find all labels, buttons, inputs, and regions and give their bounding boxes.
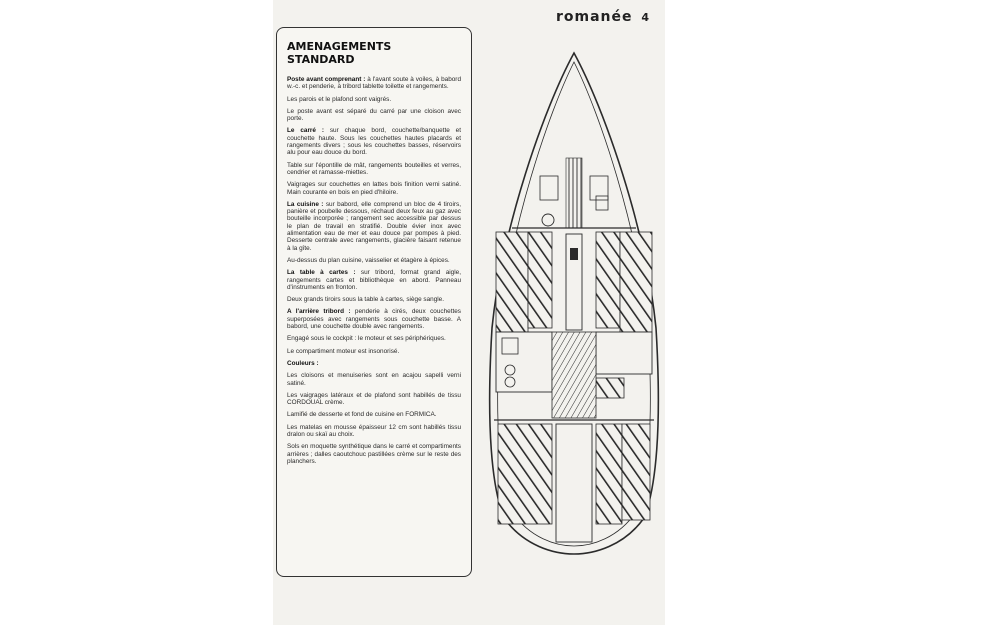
spec-paragraph <box>287 424 461 439</box>
spec-paragraph <box>287 127 461 156</box>
paragraph-text: sur tribord, format grand aigle, rangements cartes et bibliothèque en abord. Panneau d'instruments en fronton. <box>287 269 461 291</box>
spec-paragraph <box>287 108 461 123</box>
paragraph-lead: La cuisine : <box>287 200 324 208</box>
aft-double-berth-port <box>498 424 552 524</box>
spec-paragraph <box>287 296 461 303</box>
aft-bunk-starboard-outer <box>622 424 650 520</box>
paragraph-text: Au-dessus du plan cuisine, vaisselier et étagère à épices. <box>287 256 450 264</box>
chart-table <box>596 332 652 374</box>
spec-paragraph <box>287 348 461 355</box>
paragraph-list <box>287 76 461 465</box>
saloon-berth-starboard-outer <box>620 232 652 332</box>
boat-layout-plan <box>484 48 664 573</box>
spec-paragraph <box>287 162 461 177</box>
spec-paragraph <box>287 443 461 465</box>
paragraph-text: Table sur l'épontille de mât, rangements bouteilles et verres, cendrier et ramasse-miettes. <box>287 161 461 176</box>
paragraph-text: Le poste avant est séparé du carré par une cloison avec porte. <box>287 107 461 123</box>
forward-cabin-floor <box>566 158 582 228</box>
saloon-berth-starboard-inner <box>596 232 620 328</box>
paragraph-text: Les matelas en mousse épaisseur 12 cm sont habillés tissu dralon ou skaï au choix. <box>287 423 461 438</box>
brand-header <box>556 9 650 25</box>
paragraph-text: Les cloisons et menuiseries sont en acajou sapelli verni satiné. <box>287 372 461 387</box>
paragraph-text: sur babord, elle comprend un bloc de 4 tiroirs, panière et poubelle dessous, réchaud deux feux au gaz avec bouteille incorporée ; rangement sec accessible par dessus le plan de travail en stratifié. Double évier inox avec alimentation eau de mer et eau douce par pompes à pied. Desserte centrale avec rangements, glacière faisant retenue à la gîte. <box>287 200 461 252</box>
galley-counter <box>496 332 552 392</box>
paragraph-text: Les vaigrages latéraux et de plafond sont habillés de tissu CORDOUAL crème. <box>287 391 461 407</box>
paragraph-text: Sols en moquette synthétique dans le carré et compartiments arrières ; dalles caoutchouc pastillées crème sur le reste des planchers. <box>287 443 461 465</box>
spec-paragraph <box>287 372 461 387</box>
aft-bunk-starboard-inner <box>596 424 622 524</box>
specification-text-box <box>276 27 472 577</box>
section-title: AMENAGEMENTS STANDARD <box>287 40 392 66</box>
spec-paragraph <box>287 360 461 367</box>
spec-paragraph <box>287 76 461 91</box>
paragraph-text: à l'avant soute à voiles, à babord w.-c. et penderie, à tribord tablette toilette et rangements. <box>287 76 461 91</box>
paragraph-text: penderie à cirés, deux couchettes superposées avec rangements sous couchette basse. A babord, une couchette double avec rangements. <box>287 308 461 331</box>
spec-paragraph <box>287 269 461 291</box>
spec-paragraph <box>287 257 461 264</box>
saloon-berth-port-inner <box>528 232 552 328</box>
engine-compartment <box>556 424 592 542</box>
paragraph-lead: Le carré : <box>287 127 324 135</box>
spec-paragraph <box>287 181 461 196</box>
paragraph-text: Engagé sous le cockpit : le moteur et ses périphériques. <box>287 335 446 343</box>
paragraph-lead: Poste avant comprenant : <box>287 76 366 83</box>
paragraph-text: Lamifié de desserte et fond de cuisine en FORMICA. <box>287 411 437 419</box>
spec-paragraph <box>287 201 461 252</box>
paragraph-text: Vaigrages sur couchettes en lattes bois finition verni satiné. Main courante en bois en pied d'hiloire. <box>287 181 461 196</box>
paragraph-text: Les parois et le plafond sont vaigrés. <box>287 95 392 103</box>
paragraph-text: Le compartiment moteur est insonorisé. <box>287 347 400 355</box>
paragraph-lead: A l'arrière tribord : <box>287 308 351 316</box>
paragraph-lead: Couleurs : <box>287 359 319 367</box>
spec-paragraph <box>287 392 461 407</box>
paragraph-text: sur chaque bord, couchette/banquette et couchette haute. Sous les couchettes hautes placards et rangements divers ; sous les couchettes basses, réservoirs alu pour eau douce du bord. <box>287 127 461 157</box>
spec-paragraph <box>287 308 461 330</box>
page-number: 4 <box>641 11 651 24</box>
paragraph-text: Deux grands tiroirs sous la table à cartes, siège sangle. <box>287 296 445 304</box>
navigation-seat <box>596 378 624 398</box>
spec-paragraph <box>287 411 461 418</box>
spec-paragraph <box>287 96 461 103</box>
companionway-floor <box>552 332 596 418</box>
brand-name: romanée <box>556 9 633 25</box>
paragraph-lead: La table à cartes : <box>287 269 356 277</box>
saloon-berth-port-outer <box>496 232 528 332</box>
mast-step <box>570 248 578 260</box>
spec-paragraph <box>287 335 461 342</box>
